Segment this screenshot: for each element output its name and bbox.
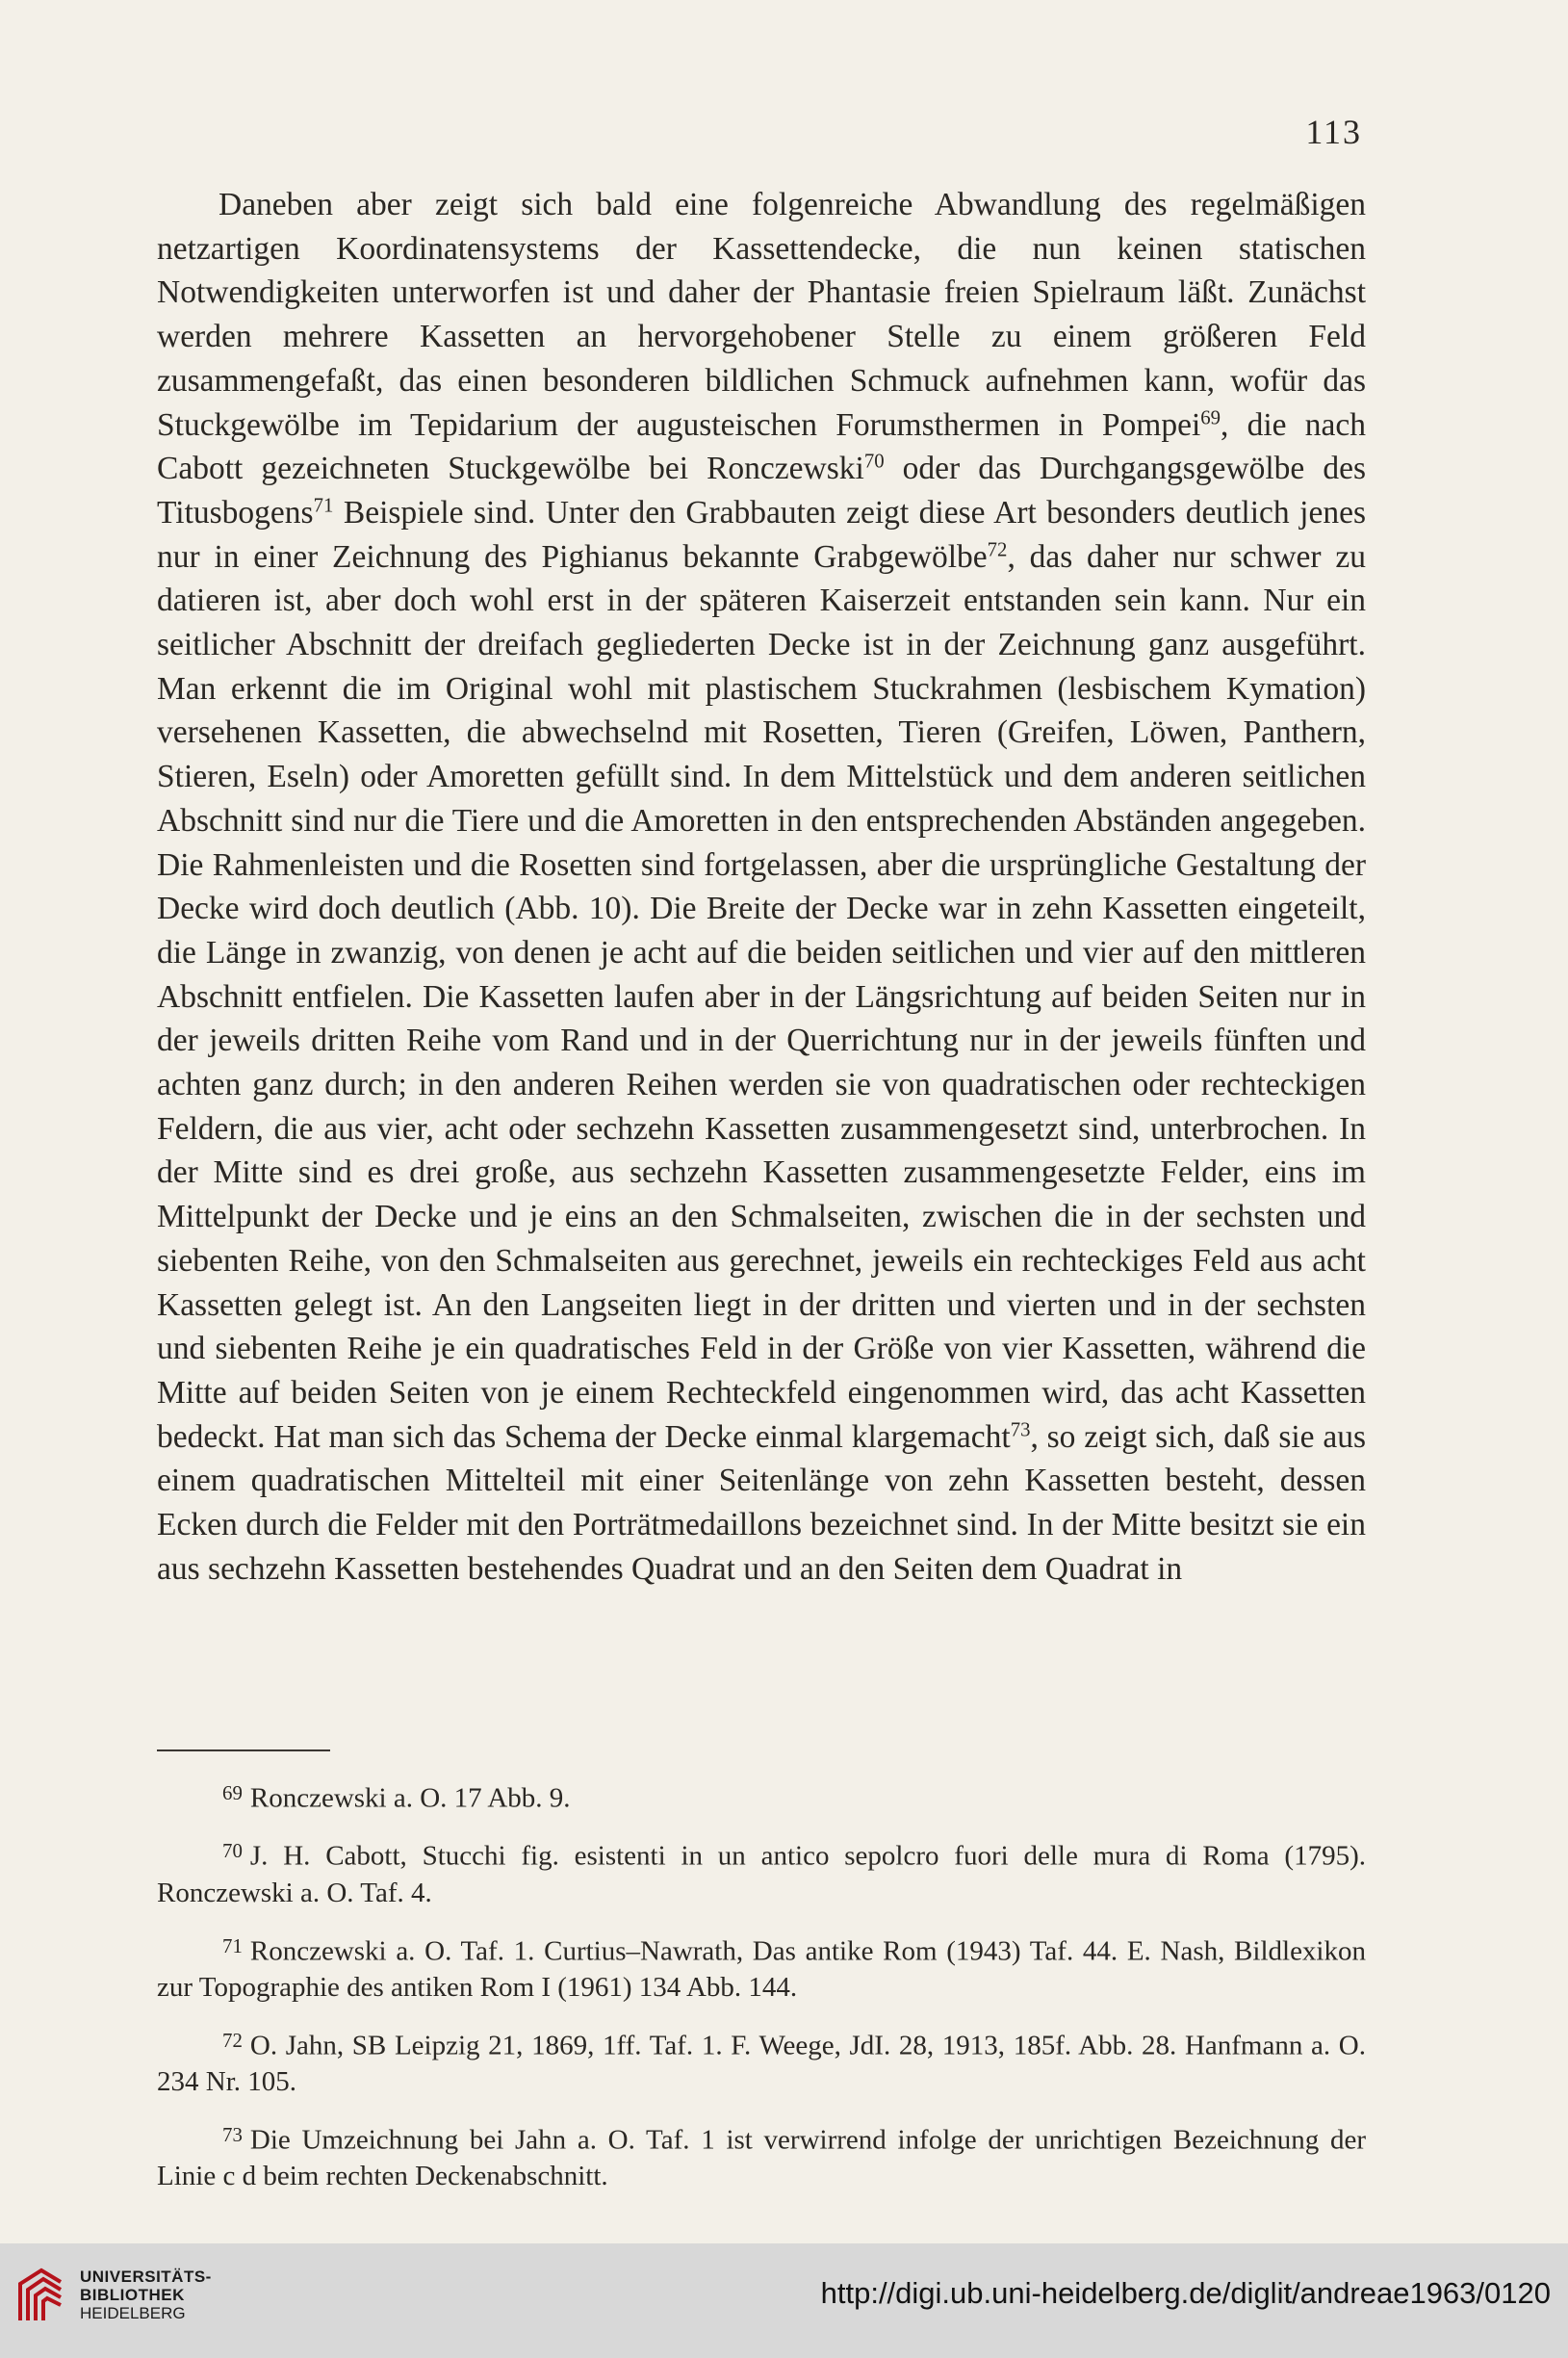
footnote-ref-72[interactable]: 72 (987, 538, 1008, 561)
library-logo[interactable] (14, 2265, 212, 2324)
footnote-72: $^{72}$ O. Jahn, SB Leipzig 21, 1869, 1ff. Taf. 1. F. Weege, JdI. 28, 1913, 185f. Abb. 28. Hanfmann a. O. 234 Nr. 105. (157, 2028, 1366, 2098)
footnote-ref-69[interactable]: 69 (1200, 406, 1221, 429)
logo-line-2: BIBLIOTHEK (80, 2285, 185, 2304)
logo-line-1: UNIVERSITÄTS- (80, 2267, 212, 2286)
footnote-71: $^{71}$ Ronczewski a. O. Taf. 1. Curtius–Nawrath, Das antike Rom (1943) Taf. 44. E. Nash, Bildlexikon zur Topographie des antiken Rom I (1961) 134 Abb. 144. (157, 1933, 1366, 2003)
footnote-ref-70[interactable]: 70 (863, 450, 885, 473)
source-url[interactable]: http://digi.ub.uni-heidelberg.de/diglit/andreae1963/0120 (820, 2276, 1551, 2310)
footnote-ref-71[interactable]: 71 (313, 494, 334, 517)
footnote-73: $^{73}$ Die Umzeichnung bei Jahn a. O. Taf. 1 ist verwirrend infolge der unrichtigen Bezeichnung der Linie c d beim rechten Deckenabschnitt. (157, 2123, 1366, 2192)
page-number: 113 (1305, 113, 1362, 151)
library-logo-icon (14, 2265, 66, 2324)
main-paragraph: Daneben aber zeigt sich bald eine folgenreiche Abwandlung des regelmäßigen netzartigen Koordinatensystems der Kassettendecke, die nun keinen statischen Notwendigkeiten unterworfen ist und daher der Phantasie freien Spielraum läßt. Zunächst werden mehrere Kassetten an hervorgehobener Stelle zu einem größeren Feld zusammengefaßt, das einen besonderen bildlichen Schmuck aufnehmen kann, wofür das Stuckgewölbe im Tepidarium der augusteischen Forumsthermen in Pompei$^{69}$, die nach Cabott gezeichneten Stuckgewölbe bei Ronczewski$^{70}$ oder das Durchgangsgewölbe des Titusbogens$^{71}$ Beispiele sind. Unter den Grabbauten zeigt diese Art besonders deutlich jenes nur in einer Zeichnung des Pighianus bekannte Grabgewölbe$^{72}$, das daher nur schwer zu datieren ist, aber doch wohl erst in der späteren Kaiserzeit entstanden sein kann. Nur ein seitlicher Abschnitt der dreifach gegliederten Decke ist in der Zeichnung ganz ausgeführt. Man erkennt die im Original wohl mit plastischem Stuckrahmen (lesbischem Kymation) versehenen Kassetten, die abwechselnd mit Rosetten, Tieren (Greifen, Löwen, Panthern, Stieren, Eseln) oder Amoretten gefüllt sind. In dem Mittelstück und dem anderen seitlichen Abschnitt sind nur die Tiere und die Amoretten in den entsprechenden Abständen angegeben. Die Rahmenleisten und die Rosetten sind fortgelassen, aber die ursprüngliche Gestaltung der Decke wird doch deutlich (Abb. 10). Die Breite der Decke war in zehn Kassetten eingeteilt, die Länge in zwanzig, von denen je acht auf die beiden seitlichen und vier auf den mittleren Abschnitt entfielen. Die Kassetten laufen aber in der Längsrichtung auf beiden Seiten nur in der jeweils dritten Reihe vom Rand und in der Querrichtung nur in der jeweils fünften und achten ganz durch; in den anderen Reihen werden sie von quadratischen oder rechteckigen Feldern, die aus vier, acht oder sechzehn Kassetten zusammengesetzt sind, unterbrochen. In der Mitte sind es drei große, aus sechzehn Kassetten zusammengesetzte Felder, eins im Mittelpunkt der Decke und je eins an den Schmalseiten, zwischen die in der sechsten und siebenten Reihe, von den Schmalseiten aus gerechnet, jeweils ein rechteckiges Feld aus acht Kassetten gelegt ist. An den Langseiten liegt in der dritten und vierten und in der sechsten und siebenten Reihe je ein quadratisches Feld in der Größe von vier Kassetten, während die Mitte auf beiden Seiten von je einem Rechteckfeld eingenommen wird, das acht Kassetten bedeckt. Hat man sich das Schema der Decke einmal klargemacht$^{73}$, so zeigt sich, daß sie aus einem quadratischen Mittelteil mit einer Seitenlänge von zehn Kassetten besteht, dessen Ecken durch die Felder mit den Porträtmedaillons bezeichnet sind. In der Mitte besitzt sie ein aus sechzehn Kassetten bestehendes Quadrat und an den Seiten dem Quadrat in (157, 187, 1367, 1587)
footer-bar (0, 2243, 1568, 2358)
footnote-70: $^{70}$ J. H. Cabott, Stucchi fig. esistenti in un antico sepolcro fuori delle mura di Roma (1795). Ronczewski a. O. Taf. 4. (157, 1839, 1366, 1908)
footnote-rule (157, 1749, 330, 1751)
footnotes (157, 1775, 1366, 2211)
footnote-ref-73[interactable]: 73 (1010, 1418, 1031, 1441)
footnote-69: $^{69}$ Ronczewski a. O. 17 Abb. 9. (222, 1781, 571, 1814)
body-text (157, 183, 1366, 1592)
logo-line-3: HEIDELBERG (80, 2303, 186, 2322)
